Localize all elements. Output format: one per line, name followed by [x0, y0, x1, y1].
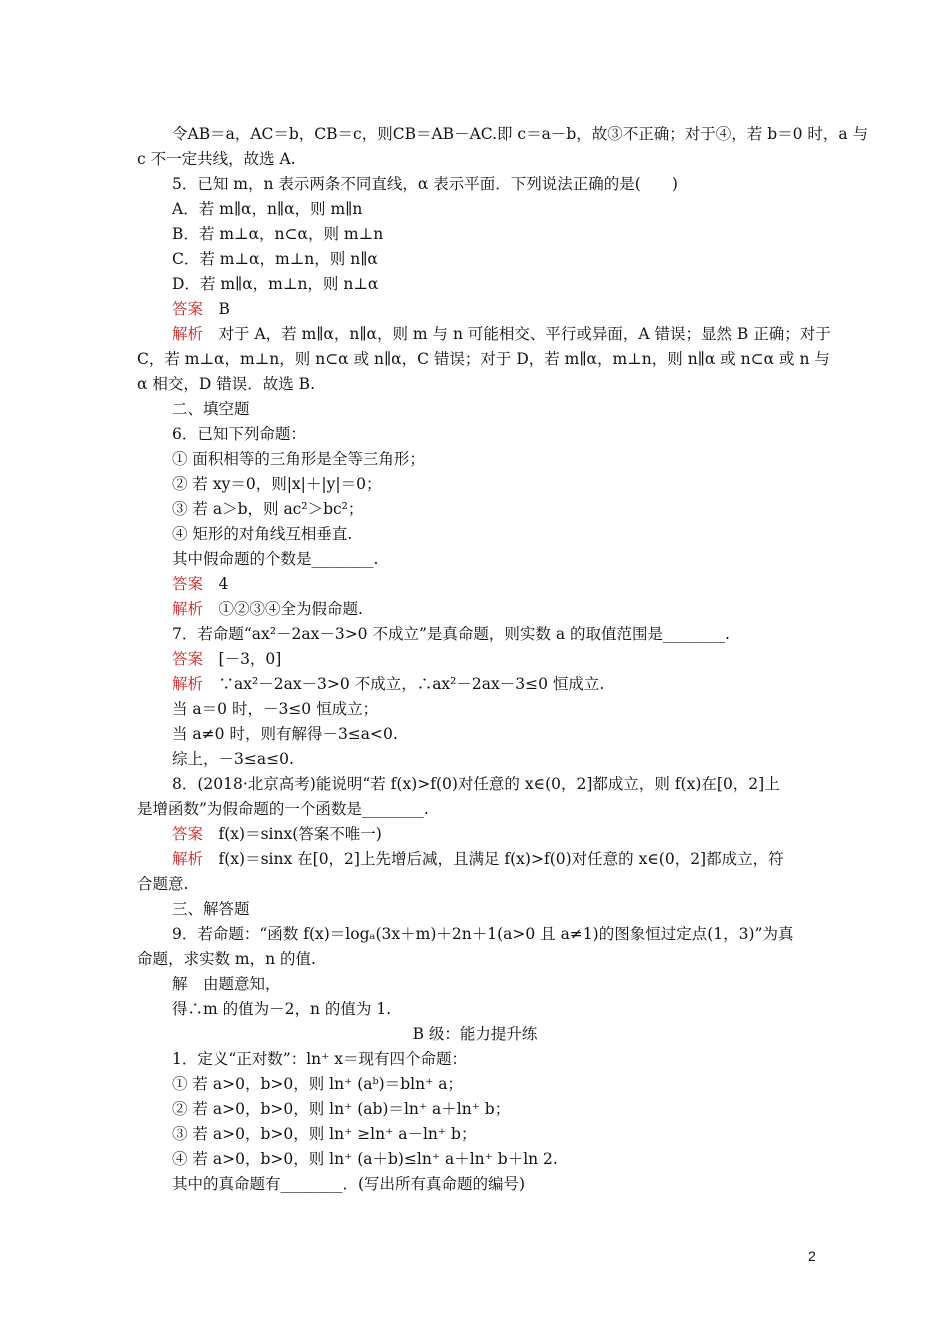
line-text: 解 由题意知，: [172, 975, 281, 993]
labeled-line: [172, 674, 604, 694]
text-line: [172, 1124, 476, 1144]
line-text: 综上，－3≤a≤0.: [172, 750, 294, 768]
line-text: ① 面积相等的三角形是全等三角形；: [172, 450, 425, 468]
line-text: B 级：能力提升练: [412, 1025, 538, 1043]
text-line: [172, 1049, 467, 1069]
line-text: 其中的真命题有________．(写出所有真命题的编号): [172, 1175, 526, 1193]
line-text: 是增函数”为假命题的一个函数是________.: [137, 800, 429, 818]
line-text: ② 若 xy＝0，则|x|＋|y|＝0；: [172, 475, 382, 493]
text-line: [172, 974, 281, 994]
line-text: 8．(2018·北京高考)能说明“若 f(x)>f(0)对任意的 x∈(0，2]都成立，则 f(x)在[0，2]上: [172, 775, 780, 793]
line-text: c 不一定共线，故选 A.: [137, 150, 296, 168]
text-line: [137, 799, 429, 819]
text-line: [172, 1074, 463, 1094]
line-label: 答案: [172, 300, 204, 318]
line-text: 7．若命题“ax²－2ax－3>0 不成立”是真命题，则实数 a 的取值范围是________.: [172, 625, 730, 643]
line-text: 合题意.: [137, 875, 189, 893]
text-line: [0, 1024, 950, 1044]
line-text: ③ 若 a＞b，则 ac²＞bc²；: [172, 500, 364, 518]
line-text: 6．已知下列命题：: [172, 425, 306, 443]
text-line: [137, 149, 296, 169]
line-label: 解析: [172, 850, 204, 868]
text-line: [172, 999, 391, 1019]
text-line: [172, 724, 398, 744]
line-text: 得∴m 的值为－2，n 的值为 1.: [172, 1000, 392, 1018]
text-line: [172, 524, 352, 544]
text-line: [172, 124, 868, 144]
labeled-line: [172, 849, 784, 869]
text-line: [172, 224, 383, 244]
line-text: ① 若 a>0，b>0，则 ln⁺ (aᵇ)＝bln⁺ a；: [172, 1075, 463, 1093]
line-label: 答案: [172, 650, 204, 668]
page-number: 2: [808, 1248, 816, 1264]
text-line: [172, 499, 363, 519]
line-label: 答案: [172, 825, 204, 843]
line-text: 命题，求实数 m，n 的值.: [137, 950, 316, 968]
line-text: 二、填空题: [172, 400, 250, 418]
text-line: [137, 874, 188, 894]
line-text: 当 a＝0 时，－3≤0 恒成立；: [172, 700, 379, 718]
line-text: ①②③④全为假命题.: [203, 600, 363, 618]
line-text: 9．若命题：“函数 f(x)＝logₐ(3x＋m)＋2n＋1(a>0 且 a≠1)的图象恒过定点(1，3)”为真: [172, 925, 794, 943]
line-label: 答案: [172, 575, 204, 593]
text-line: [172, 199, 362, 219]
text-line: [137, 349, 830, 369]
line-text: C，若 m⊥α，m⊥n，则 n⊂α 或 n∥α，C 错误；对于 D，若 m∥α，m⊥n，则 n∥α 或 n⊂α 或 n 与: [137, 350, 830, 368]
text-line: [172, 899, 250, 919]
line-text: A．若 m∥α，n∥α，则 m∥n: [172, 200, 363, 218]
line-text: ③ 若 a>0，b>0，则 ln⁺ ≥ln⁺ a－ln⁺ b；: [172, 1125, 477, 1143]
text-line: [172, 1099, 510, 1119]
line-label: 解析: [172, 325, 204, 343]
line-text: D．若 m∥α，m⊥n，则 n⊥α: [172, 275, 379, 293]
text-line: [172, 749, 294, 769]
text-line: [172, 424, 306, 444]
labeled-line: [172, 599, 363, 619]
labeled-line: [172, 299, 230, 319]
line-text: 1．定义“正对数”：ln⁺ x＝现有四个命题：: [172, 1050, 468, 1068]
line-text: α 相交，D 错误．故选 B.: [137, 375, 315, 393]
labeled-line: [172, 824, 382, 844]
text-line: [172, 174, 678, 194]
text-line: [172, 1149, 558, 1169]
text-line: [172, 624, 730, 644]
line-label: 解析: [172, 600, 204, 618]
line-text: ④ 若 a>0，b>0，则 ln⁺ (a＋b)≤ln⁺ a＋ln⁺ b＋ln 2.: [172, 1150, 558, 1168]
text-line: [172, 249, 378, 269]
line-text: f(x)＝sinx 在[0，2]上先增后减，且满足 f(x)>f(0)对任意的 x∈(0，2]都成立，符: [203, 850, 784, 868]
line-text: 其中假命题的个数是________.: [172, 550, 379, 568]
line-text: ④ 矩形的对角线互相垂直.: [172, 525, 353, 543]
line-text: C．若 m⊥α，m⊥n，则 n∥α: [172, 250, 378, 268]
line-text: B: [203, 300, 230, 318]
line-text: 令AB＝a，AC＝b，CB＝c，则CB＝AB－AC.即 c＝a－b，故③不正确；对于④，若 b＝0 时，a 与: [172, 125, 869, 143]
line-text: [－3，0]: [203, 650, 282, 668]
text-line: [172, 274, 378, 294]
line-text: 三、解答题: [172, 900, 250, 918]
labeled-line: [172, 574, 228, 594]
line-text: 4: [203, 575, 229, 593]
text-line: [172, 549, 378, 569]
text-line: [137, 374, 315, 394]
text-line: [172, 399, 250, 419]
line-text: ② 若 a>0，b>0，则 ln⁺ (ab)＝ln⁺ a＋ln⁺ b；: [172, 1100, 511, 1118]
labeled-line: [172, 649, 281, 669]
line-text: f(x)＝sinx(答案不唯一): [203, 825, 382, 843]
text-line: [172, 774, 780, 794]
text-line: [172, 699, 378, 719]
text-line: [172, 449, 425, 469]
text-line: [172, 474, 381, 494]
text-line: [172, 1174, 525, 1194]
line-text: ∵ax²－2ax－3>0 不成立，∴ax²－2ax－3≤0 恒成立.: [203, 675, 605, 693]
text-line: [172, 924, 793, 944]
line-text: B．若 m⊥α，n⊂α，则 m⊥n: [172, 225, 384, 243]
line-text: 当 a≠0 时，则有解得－3≤a<0.: [172, 725, 398, 743]
text-line: [137, 949, 316, 969]
line-label: 解析: [172, 675, 204, 693]
line-text: 对于 A，若 m∥α，n∥α，则 m 与 n 可能相交、平行或异面，A 错误；显然 B 正确；对于: [203, 325, 831, 343]
line-text: 5．已知 m，n 表示两条不同直线，α 表示平面．下列说法正确的是( ): [172, 175, 678, 193]
labeled-line: [172, 324, 831, 344]
